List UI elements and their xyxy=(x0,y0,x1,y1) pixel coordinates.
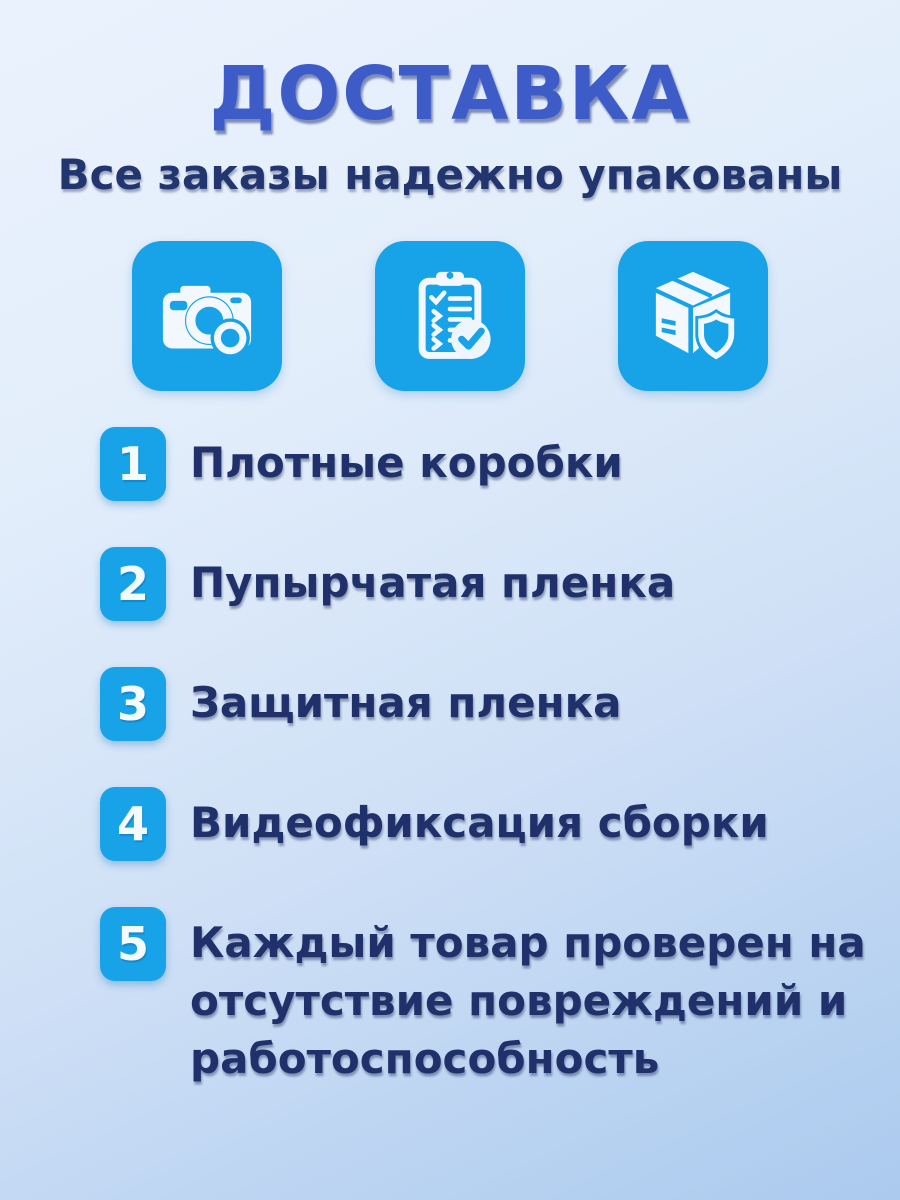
camera-icon xyxy=(149,258,265,374)
list-item xyxy=(100,427,900,501)
item-label: Каждый товар проверен на отсутствие повреждений и работоспособность xyxy=(190,917,866,1083)
box-shield-icon xyxy=(635,258,751,374)
item-number-badge: 1 xyxy=(100,427,166,501)
page-title: ДОСТАВКА xyxy=(209,51,691,137)
item-number-badge: 3 xyxy=(100,667,166,741)
camera-tile xyxy=(132,241,282,391)
box-shield-tile xyxy=(618,241,768,391)
list-item xyxy=(100,787,900,861)
item-label: Защитная пленка xyxy=(190,677,622,727)
item-label: Плотные коробки xyxy=(190,437,623,487)
item-label: Пупырчатая пленка xyxy=(190,557,676,607)
item-number-badge: 2 xyxy=(100,547,166,621)
page-subtitle: Все заказы надежно упакованы xyxy=(57,149,843,199)
icon-tile-row xyxy=(0,241,900,391)
item-number-badge: 5 xyxy=(100,907,166,981)
item-number-badge: 4 xyxy=(100,787,166,861)
list-item xyxy=(100,547,900,621)
item-label: Видеофиксация сборки xyxy=(190,797,769,847)
list-item xyxy=(100,907,900,1088)
list-item xyxy=(100,667,900,741)
checklist-check-icon xyxy=(392,258,508,374)
checklist-tile xyxy=(375,241,525,391)
packing-list xyxy=(0,427,900,1088)
